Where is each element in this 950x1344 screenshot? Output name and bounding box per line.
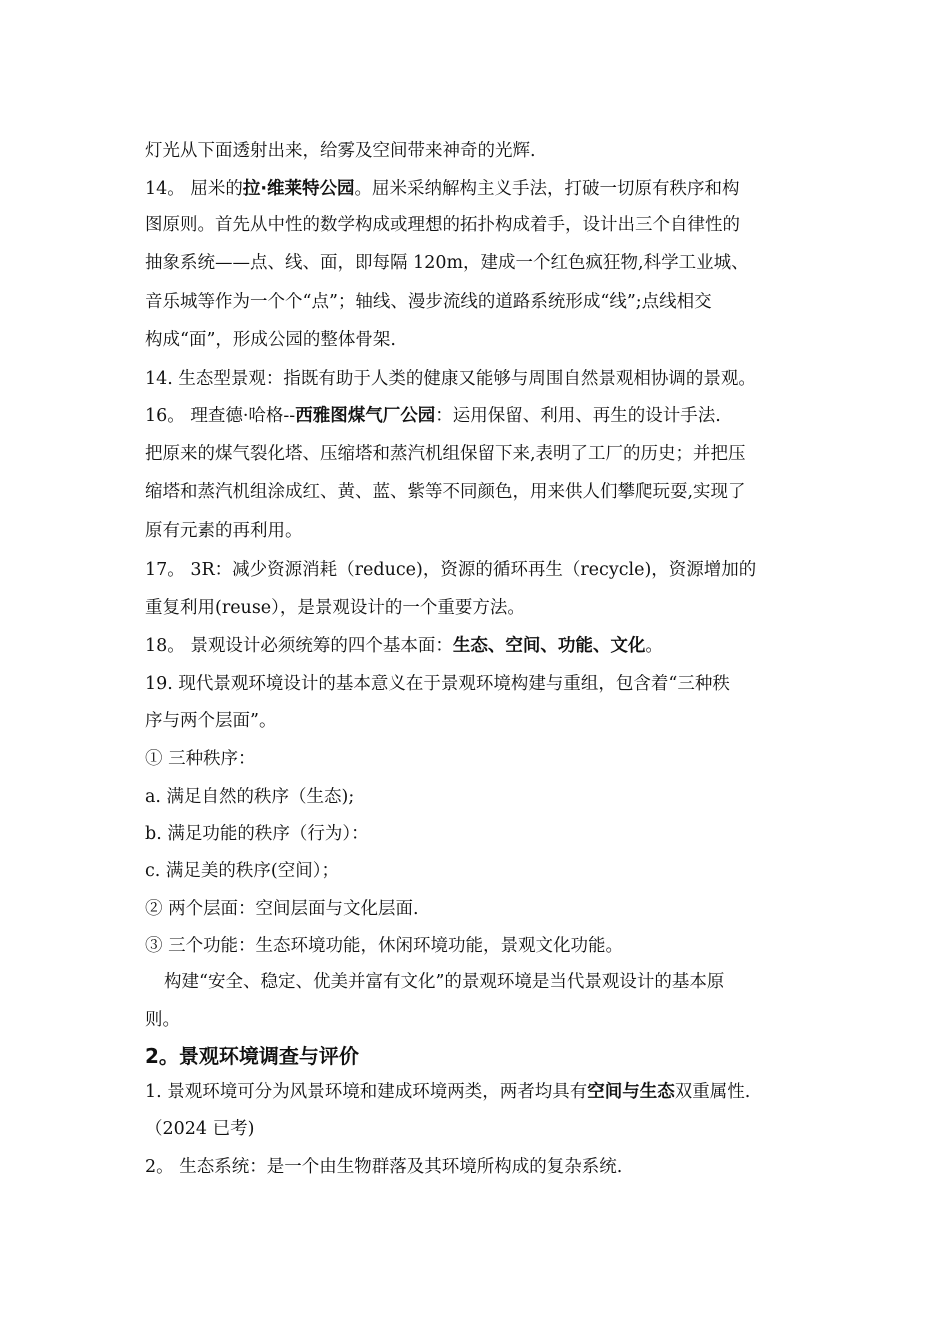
text-line: b. 满足功能的秩序（行为）： — [145, 824, 369, 844]
text-line: ① 三种秩序： — [145, 749, 256, 769]
section-heading: 2。景观环境调查与评价 — [145, 1044, 359, 1068]
text-line — [145, 1079, 825, 1105]
text-line: a. 满足自然的秩序（生态); — [145, 787, 355, 807]
text-line: 音乐城等作为一个个“点”；轴线、漫步流线的道路系统形成“线”;点线相交 — [145, 292, 712, 312]
bold-term: 空间与生态 — [587, 1082, 675, 1102]
text-line: 原有元素的再利用。 — [145, 521, 303, 541]
text-line: 图原则。首先从中性的数学构成或理想的拓扑构成着手，设计出三个自律性的 — [145, 215, 740, 235]
bold-term: 西雅图煤气厂公园 — [295, 406, 436, 426]
text-line — [145, 176, 825, 202]
item-prefix: 14。 屈米的 — [145, 179, 243, 199]
text-line: 2。 生态系统：是一个由生物群落及其环境所构成的复杂系统. — [145, 1157, 623, 1177]
text-line: 缩塔和蒸汽机组涂成红、黄、蓝、紫等不同颜色，用来供人们攀爬玩耍,实现了 — [145, 482, 746, 502]
text-line: 14. 生态型景观：指既有助于人类的健康又能够与周围自然景观相协调的景观。 — [145, 369, 756, 389]
text-line: 灯光从下面透射出来，给雾及空间带来神奇的光辉. — [145, 141, 536, 161]
text-line: 17。 3R：减少资源消耗（reduce)，资源的循环再生（recycle)，资源增加的 — [145, 560, 757, 580]
item-prefix: 1. 景观环境可分为风景环境和建成环境两类，两者均具有 — [145, 1082, 588, 1102]
item-prefix: 18。 景观设计必须统筹的四个基本面： — [145, 636, 453, 656]
item-body: 双重属性. — [674, 1082, 751, 1102]
text-line: 则。 — [145, 1010, 180, 1030]
item-body: 。屈米采纳解构主义手法，打破一切原有秩序和构 — [354, 179, 740, 199]
text-line: （2024 已考) — [145, 1119, 255, 1139]
bold-term: 生态、空间、功能、文化 — [452, 636, 646, 656]
text-line: 构成“面”，形成公园的整体骨架. — [145, 330, 396, 350]
text-line: 把原来的煤气裂化塔、压缩塔和蒸汽机组保留下来,表明了工厂的历史；并把压 — [145, 444, 746, 464]
text-line: ② 两个层面：空间层面与文化层面. — [145, 899, 419, 919]
text-line: 序与两个层面”。 — [145, 711, 277, 731]
text-line: 构建“安全、稳定、优美并富有文化”的景观环境是当代景观设计的基本原 — [164, 972, 725, 992]
text-line — [145, 403, 825, 429]
text-line — [145, 633, 825, 659]
bold-term: 拉·维莱特公园 — [242, 179, 355, 199]
text-line: ③ 三个功能：生态环境功能，休闲环境功能，景观文化功能。 — [145, 936, 624, 956]
text-line: c. 满足美的秩序(空间）； — [145, 861, 340, 881]
item-body: 。 — [645, 636, 663, 656]
text-line: 抽象系统——点、线、面，即每隔 120m，建成一个红色疯狂物,科学工业城、 — [145, 253, 749, 273]
item-prefix: 16。 理查德·哈格-- — [145, 406, 296, 426]
text-line: 重复利用(reuse），是景观设计的一个重要方法。 — [145, 598, 525, 618]
item-body: ：运用保留、利用、再生的设计手法. — [435, 406, 721, 426]
text-line: 19. 现代景观环境设计的基本意义在于景观环境构建与重组，包含着“三种秩 — [145, 674, 730, 694]
